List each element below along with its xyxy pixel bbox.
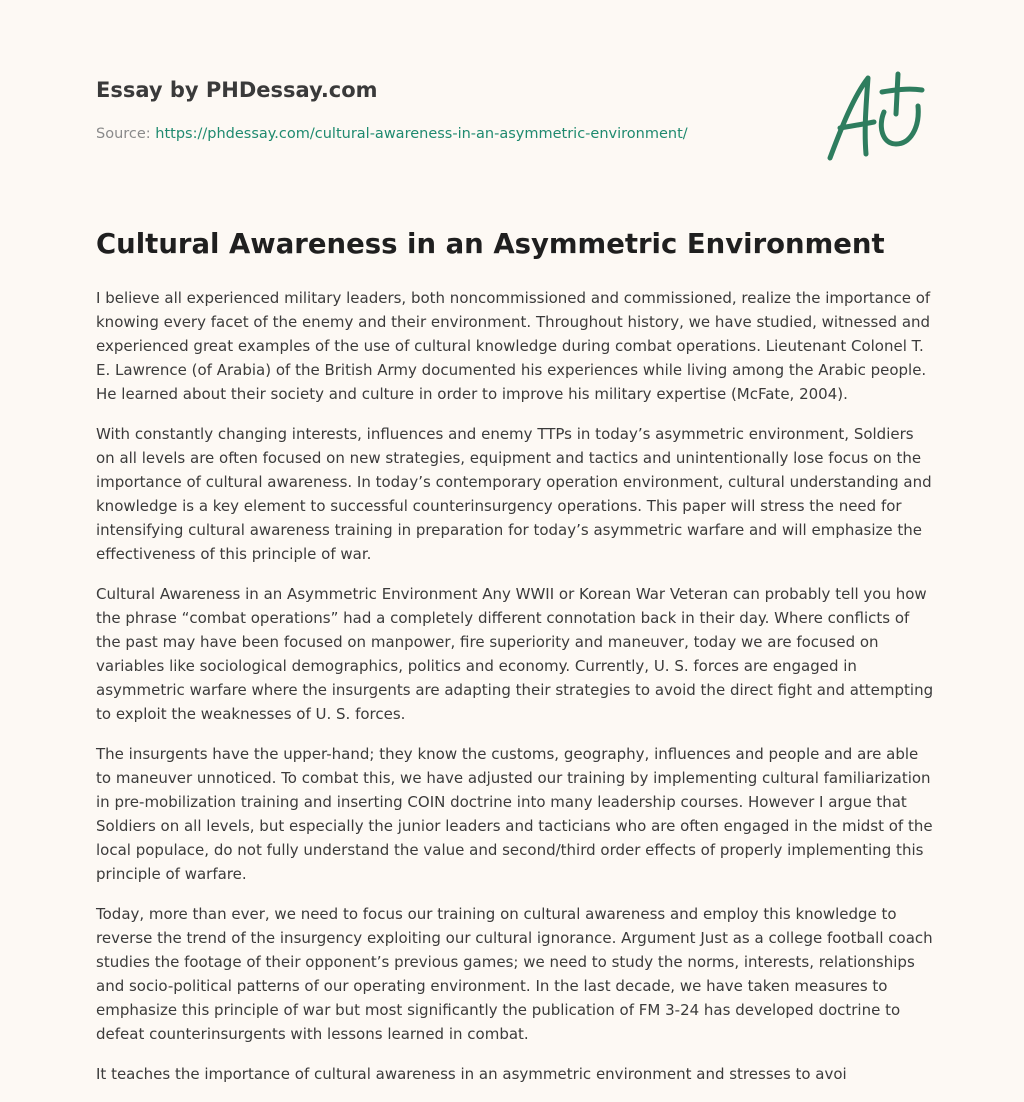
source-link[interactable]: https://phdessay.com/cultural-awareness-in-an-asymmetric-environment/ <box>155 126 688 142</box>
essay-body <box>96 286 936 1102</box>
source-line <box>96 124 796 144</box>
essay-paragraph: Cultural Awareness in an Asymmetric Environment Any WWII or Korean War Veteran can probably tell you how the phrase “combat operations” had a completely different connotation back in their day. Where conflicts of the past may have been focused on manpower, fire superiority and maneuver, today we are focused on variables like sociological demographics, politics and economy. Currently, U. S. forces are engaged in asymmetric warfare where the insurgents are adapting their strategies to avoid the direct fight and attempting to exploit the weaknesses of U. S. forces. <box>96 585 934 723</box>
essay-title: Cultural Awareness in an Asymmetric Environment <box>96 228 885 260</box>
essay-paragraph: With constantly changing interests, influences and enemy TTPs in today’s asymmetric environment, Soldiers on all levels are often focused on new strategies, equipment and tactics and unintentionally lose focus on the importance of cultural awareness. In today’s contemporary operation environment, cultural understanding and knowledge is a key element to successful counterinsurgency operations. This paper will stress the need for intensifying cultural awareness training in preparation for today’s asymmetric warfare and will emphasize the effectiveness of this principle of war. <box>96 425 932 563</box>
essay-paragraph: It teaches the importance of cultural awareness in an asymmetric environment and stresses to avoi <box>96 1065 847 1083</box>
site-brand: Essay by PHDessay.com <box>96 78 378 102</box>
essay-paragraph: The insurgents have the upper-hand; they know the customs, geography, influences and people and are able to maneuver unnoticed. To combat this, we have adjusted our training by implementing cultural familiarization in pre-mobilization training and inserting COIN doctrine into many leadership courses. However I argue that Soldiers on all levels, but especially the junior leaders and tacticians who are often engaged in the midst of the local populace, do not fully understand the value and second/third order effects of properly implementing this principle of warfare. <box>96 745 933 883</box>
a-plus-grade-icon <box>822 66 930 166</box>
essay-paragraph: I believe all experienced military leaders, both noncommissioned and commissioned, realize the importance of knowing every facet of the enemy and their environment. Throughout history, we have studied, witnessed and experienced great examples of the use of cultural knowledge during combat operations. Lieutenant Colonel T. E. Lawrence (of Arabia) of the British Army documented his experiences while living among the Arabic people. He learned about their society and culture in order to improve his military expertise (McFate, 2004). <box>96 289 931 403</box>
essay-paragraph: Today, more than ever, we need to focus our training on cultural awareness and employ this knowledge to reverse the trend of the insurgency exploiting our cultural ignorance. Argument Just as a college football coach studies the footage of their opponent’s previous games; we need to study the norms, interests, relationships and socio-political patterns of our operating environment. In the last decade, we have taken measures to emphasize this principle of war but most significantly the publication of FM 3-24 has developed doctrine to defeat counterinsurgents with lessons learned in combat. <box>96 905 933 1043</box>
page-header <box>96 74 796 144</box>
source-label: Source: <box>96 126 151 142</box>
